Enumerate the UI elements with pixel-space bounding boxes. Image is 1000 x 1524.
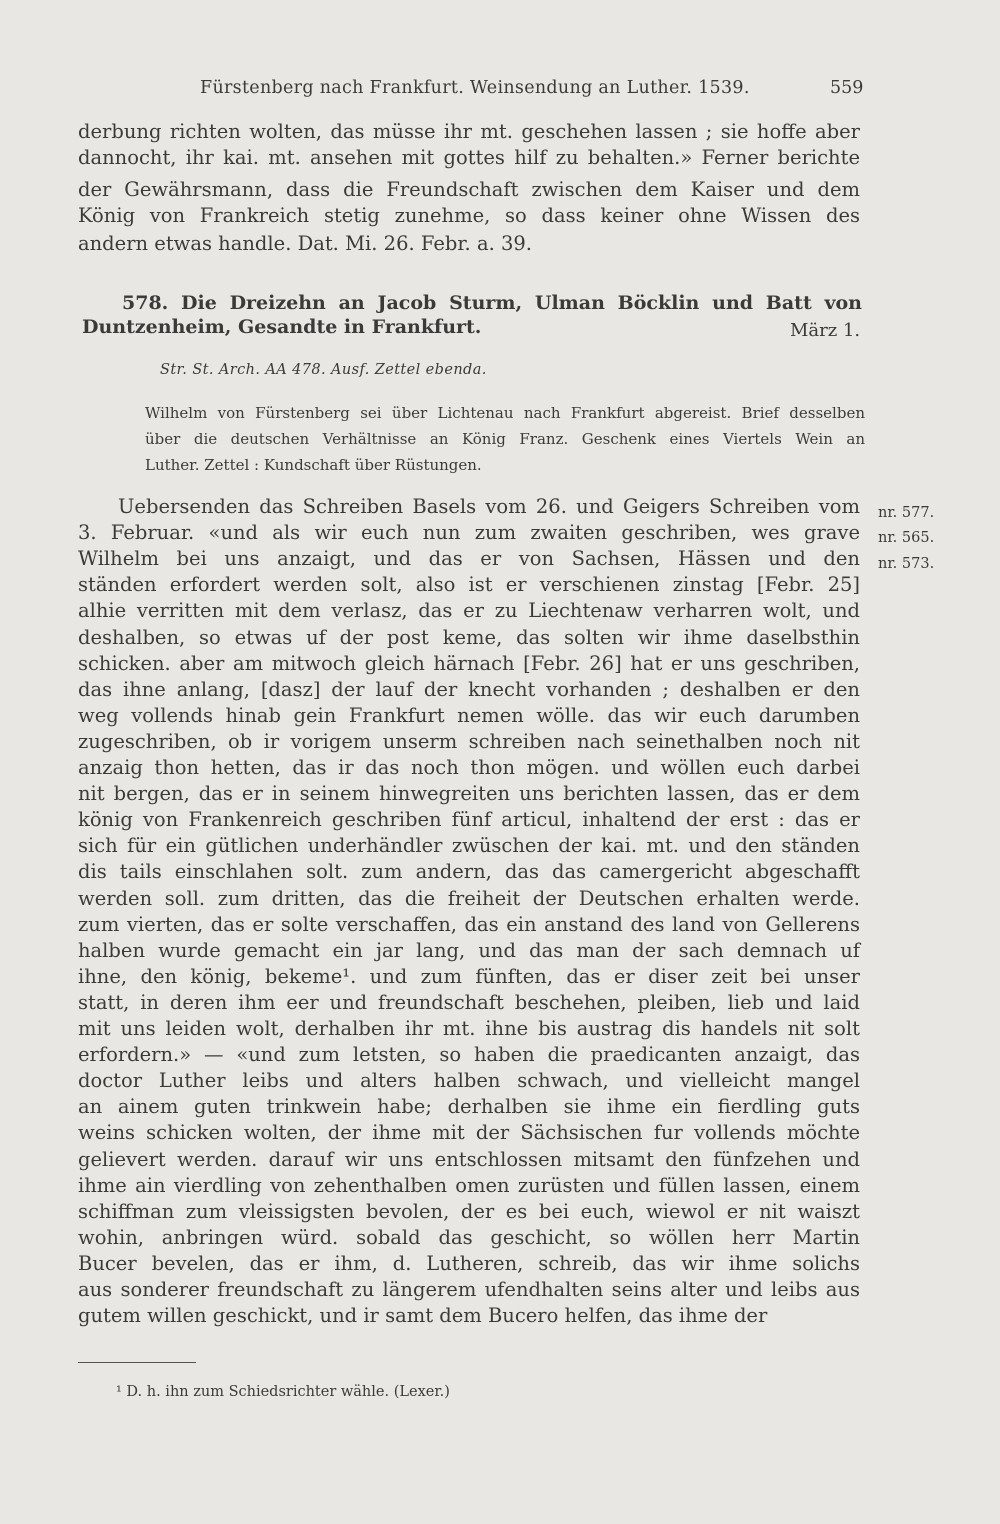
body-line: mit uns leiden wolt, derhalben ihr mt. ihne bis austrag dis handels nit solt [78,1017,860,1040]
body-line: alhie verritten mit dem verlasz, das er zu Liechtenaw verharren wolt, und [78,599,860,622]
body-line: Wilhelm bei uns anzaigt, und das er von Sachsen, Hässen und den [78,547,860,570]
running-header [0,78,1000,102]
body-line: doctor Luther leibs und alters halben schwach, und vielleicht mangel [78,1069,860,1092]
entry-date: März 1. [790,320,861,341]
margin-ref: nr. 565. [878,530,935,546]
footnote-rule [78,1362,196,1363]
page-number: 559 [830,78,864,98]
body-line: schicken. aber am mitwoch gleich härnach [Febr. 26] hat er uns geschriben, [78,652,860,675]
body-line: dis tails einschlahen solt. zum andern, das das camergericht abgeschafft [78,860,860,883]
body-line: ständen erfordert werden solt, also ist er verschienen zinstag [Febr. 25] [78,573,860,596]
body-line: deshalben, so etwas uf der post keme, das solten wir ihme daselbsthin [78,626,860,649]
body-line: statt, in deren ihm eer und freundschaft beschehen, pleiben, lieb und laid [78,991,860,1014]
body-line: Bucer bevelen, das er ihm, d. Lutheren, schreib, das wir ihme solichs [78,1252,860,1275]
summary-line: über die deutschen Verhältnisse an König Franz. Geschenk eines Viertels Wein an [145,430,865,448]
body-line: sich für ein gütlichen underhändler zwüschen der kai. mt. und den ständen [78,834,860,857]
body-line: aus sonderer freundschaft zu längerem ufendhalten seins alter und leibs aus [78,1278,860,1301]
body-line: 3. Februar. «und als wir euch nun zum zwaiten geschriben, wes grave [78,521,860,544]
entry-heading-cont: Duntzenheim, Gesandte in Frankfurt. [82,316,482,338]
body-line: gutem willen geschickt, und ir samt dem Bucero helfen, das ihme der [78,1304,768,1327]
body-line: schiffman zum vleissigsten bevolen, der es bei euch, wiewol er nit waiszt [78,1200,860,1223]
intro-line: der Gewährsmann, dass die Freundschaft zwischen dem Kaiser und dem [78,178,860,201]
intro-line: andern etwas handle. Dat. Mi. 26. Febr. a. 39. [78,232,532,255]
footnote: ¹ D. h. ihn zum Schiedsrichter wähle. (Lexer.) [116,1384,450,1400]
body-line: könig von Frankenreich geschriben fünf articul, inhaltend der erst : das er [78,808,860,831]
body-line: erfordern.» — «und zum letsten, so haben die praedicanten anzaigt, das [78,1043,860,1066]
margin-ref: nr. 577. [878,505,935,521]
entry-heading: 578. Die Dreizehn an Jacob Sturm, Ulman Böcklin und Batt von [122,292,862,314]
margin-ref: nr. 573. [878,556,935,572]
body-line: werden soll. zum dritten, das die freiheit der Deutschen erhalten werde. [78,887,860,910]
summary-line: Luther. Zettel : Kundschaft über Rüstungen. [145,456,482,474]
summary-line: Wilhelm von Fürstenberg sei über Lichtenau nach Frankfurt abgereist. Brief desselben [145,404,865,422]
body-line: ihne, den könig, bekeme¹. und zum fünften, das er diser zeit bei unser [78,965,860,988]
body-line: weg vollends hinab gein Frankfurt nemen wölle. das wir euch darumben [78,704,860,727]
body-line: das ihne anlang, [dasz] der lauf der knecht vorhanden ; deshalben er den [78,678,860,701]
body-line: wohin, anbringen würd. sobald das geschicht, so wöllen herr Martin [78,1226,860,1249]
archival-source: Str. St. Arch. AA 478. Ausf. Zettel ebenda. [160,362,487,378]
body-line: weins schicken wolten, der ihme mit der Sächsischen fur vollends möchte [78,1121,860,1144]
body-line: gelievert werden. darauf wir uns entschlossen mitsamt den fünfzehen und [78,1148,860,1171]
intro-line: König von Frankreich stetig zunehme, so dass keiner ohne Wissen des [78,204,860,227]
header-title: Fürstenberg nach Frankfurt. Weinsendung an Luther. 1539. [200,78,750,98]
body-line: Uebersenden das Schreiben Basels vom 26. und Geigers Schreiben vom [118,495,860,518]
intro-line: dannocht, ihr kai. mt. ansehen mit gottes hilf zu behalten.» Ferner berichte [78,146,860,169]
body-line: zum vierten, das er solte verschaffen, das ein anstand des land von Gellerens [78,913,860,936]
body-line: anzaig thon hetten, das ir das noch thon mögen. und wöllen euch darbei [78,756,860,779]
body-line: zugeschriben, ob ir vorigem unserm schreiben nach seinethalben noch nit [78,730,860,753]
body-line: nit bergen, das er in seinem hinwegreiten uns berichten lassen, das er dem [78,782,860,805]
intro-line: derbung richten wolten, das müsse ihr mt. geschehen lassen ; sie hoffe aber [78,120,860,143]
body-line: ihme ain vierdling von zehenthalben omen zurüsten und füllen lassen, einem [78,1174,860,1197]
body-line: an ainem guten trinkwein habe; derhalben sie ihme ein fierdling guts [78,1095,860,1118]
body-line: halben wurde gemacht ein jar lang, und das man der sach demnach uf [78,939,860,962]
